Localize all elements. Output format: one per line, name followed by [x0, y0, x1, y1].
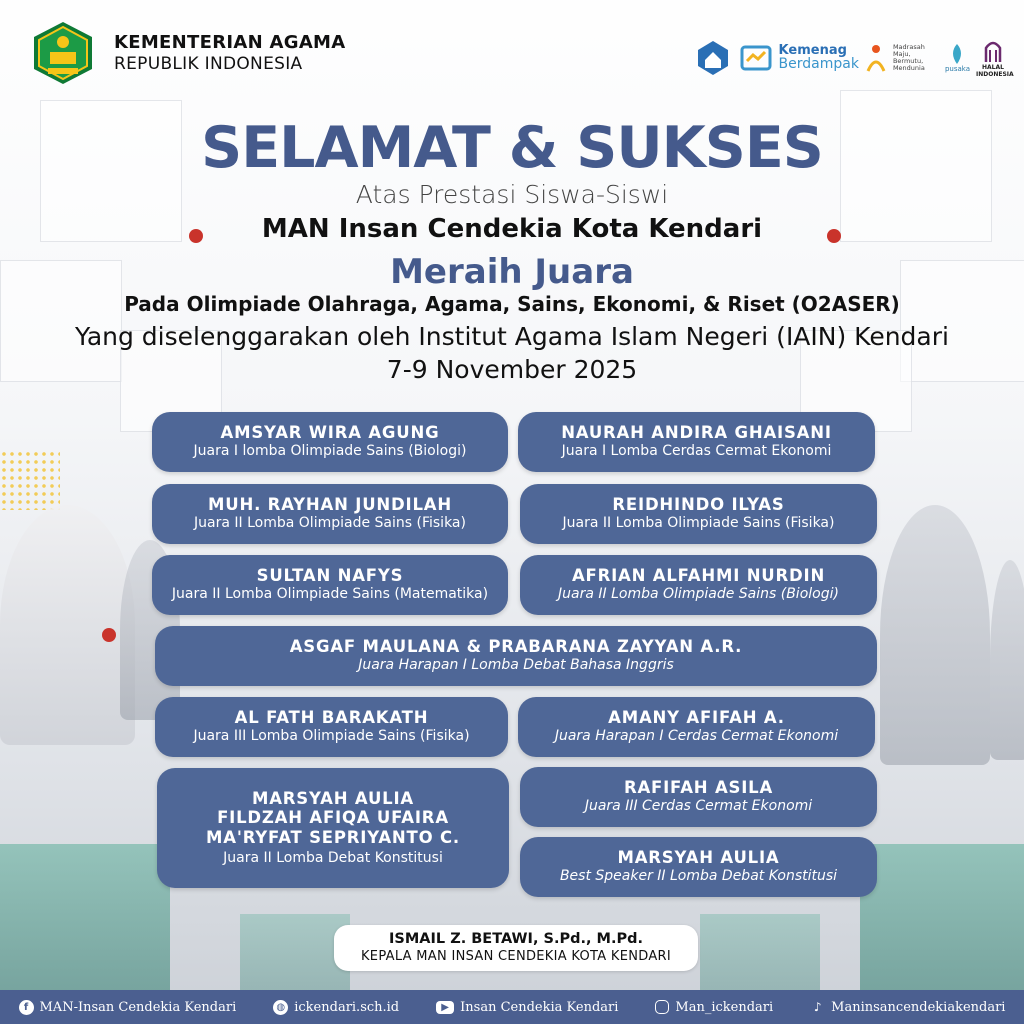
winner-name: AMSYAR WIRA AGUNG: [220, 423, 440, 443]
winner-award: Juara I lomba Olimpiade Sains (Biologi): [193, 443, 467, 460]
winner-award: Juara II Lomba Olimpiade Sains (Fisika): [562, 515, 835, 532]
signature-box: [334, 925, 698, 971]
winner-award: Juara II Lomba Debat Konstitusi: [223, 849, 443, 866]
winner-award: Juara III Cerdas Cermat Ekonomi: [584, 798, 813, 815]
youtube-icon: ▶: [436, 1001, 454, 1014]
organizer: Yang diselenggarakan oleh Institut Agama Islam Negeri (IAIN) Kendari: [75, 322, 949, 351]
madrasah-maju-icon: [865, 43, 887, 73]
footer-tiktok[interactable]: [810, 1000, 1005, 1015]
halal-logo: HALAL INDONESIA: [976, 38, 1010, 78]
winner-name: AMANY AFIFAH A.: [608, 708, 785, 728]
footer-bar: [0, 990, 1024, 1024]
facebook-handle: MAN-Insan Cendekia Kendari: [39, 999, 237, 1015]
madrasah-maju-text: Madrasah Maju, Bermutu, Mendunia: [892, 42, 925, 73]
main-title: SELAMAT & SUKSES: [201, 115, 823, 181]
signatory-name: ISMAIL Z. BETAWI, S.Pd., M.Pd.: [389, 931, 643, 947]
winner-card-7: [155, 626, 877, 686]
winner-name: MUH. RAYHAN JUNDILAH: [208, 495, 452, 515]
winner-name: MARSYAH AULIA: [252, 788, 414, 808]
pusaka-icon: [948, 43, 966, 65]
winner-card-6: [520, 555, 877, 615]
winner-card-8: [155, 697, 508, 757]
winner-name: MARSYAH AULIA: [617, 848, 780, 868]
winner-award: Juara Harapan I Lomba Debat Bahasa Inggris: [358, 657, 674, 674]
winner-card-2: [518, 412, 875, 472]
winner-name: NAURAH ANDIRA GHAISANI: [561, 423, 832, 443]
winner-award: Best Speaker II Lomba Debat Konstitusi: [559, 868, 838, 885]
winner-award: Juara III Lomba Olimpiade Sains (Fisika): [193, 728, 470, 745]
berdampak-logo-icon: [739, 41, 773, 75]
winner-name: REIDHINDO ILYAS: [612, 495, 785, 515]
winner-award: Juara II Lomba Olimpiade Sains (Matematika): [171, 586, 489, 603]
partner-logos: [693, 38, 1014, 78]
footer-facebook[interactable]: [19, 1000, 237, 1015]
winner-name: AL FATH BARAKATH: [234, 708, 429, 728]
winner-award: Juara II Lomba Olimpiade Sains (Biologi): [558, 586, 839, 603]
red-dot-side-icon: [102, 628, 116, 642]
signatory-position: KEPALA MAN INSAN CENDEKIA KOTA KENDARI: [360, 949, 671, 964]
winner-card-10: [157, 768, 509, 888]
website-url: ickendari.sch.id: [294, 999, 400, 1015]
winner-card-4: [520, 484, 877, 544]
meraih-heading: Meraih Juara: [390, 252, 634, 292]
kemenag-emblem-icon: [30, 20, 96, 86]
tiktok-handle: Maninsancendekiakendari: [831, 999, 1006, 1015]
instagram-icon: [655, 1000, 669, 1014]
winner-name: RAFIFAH ASILA: [623, 778, 774, 798]
winner-award: Juara I Lomba Cerdas Cermat Ekonomi: [561, 443, 832, 460]
winner-award: Juara Harapan I Cerdas Cermat Ekonomi: [554, 728, 839, 745]
kemenag-berdampak-logo: Kemenag Berdampak: [778, 42, 859, 73]
winner-name: SULTAN NAFYS: [256, 566, 404, 586]
ministry-line1: KEMENTERIAN AGAMA: [114, 32, 346, 53]
winner-card-11: [520, 767, 877, 827]
subtitle: Atas Prestasi Siswa-Siswi: [355, 180, 669, 209]
instagram-handle: Man_ickendari: [675, 999, 774, 1015]
globe-icon: ◍: [273, 1000, 288, 1015]
winner-name: AFRIAN ALFAHMI NURDIN: [571, 566, 826, 586]
winner-name: MA'RYFAT SEPRIYANTO C.: [206, 828, 460, 848]
event-name: Pada Olimpiade Olahraga, Agama, Sains, Ekonomi, & Riset (O2ASER): [124, 292, 900, 316]
event-date: 7-9 November 2025: [386, 355, 638, 384]
winner-card-3: [152, 484, 508, 544]
footer-instagram[interactable]: [655, 1000, 773, 1015]
red-dot-right-icon: [827, 229, 841, 243]
footer-website[interactable]: [273, 1000, 399, 1015]
facebook-icon: f: [19, 1000, 34, 1015]
school-name: MAN Insan Cendekia Kota Kendari: [261, 214, 763, 244]
youtube-handle: Insan Cendekia Kendari: [460, 999, 619, 1015]
winner-name: FILDZAH AFIQA UFAIRA: [217, 808, 449, 828]
ministry-line2: REPUBLIK INDONESIA: [114, 53, 303, 74]
winner-card-5: [152, 555, 508, 615]
madrasah-logo-icon: [693, 38, 733, 78]
pusaka-logo: pusaka: [945, 43, 970, 73]
winner-name: ASGAF MAULANA & PRABARANA ZAYYAN A.R.: [289, 637, 743, 657]
winner-card-9: [518, 697, 875, 757]
halal-icon: [982, 38, 1004, 64]
winner-award: Juara II Lomba Olimpiade Sains (Fisika): [194, 515, 466, 532]
footer-youtube[interactable]: [436, 1000, 618, 1015]
ministry-name: [114, 32, 346, 74]
tiktok-icon: ♪: [813, 999, 822, 1014]
winner-card-1: [152, 412, 508, 472]
winner-card-12: [520, 837, 877, 897]
